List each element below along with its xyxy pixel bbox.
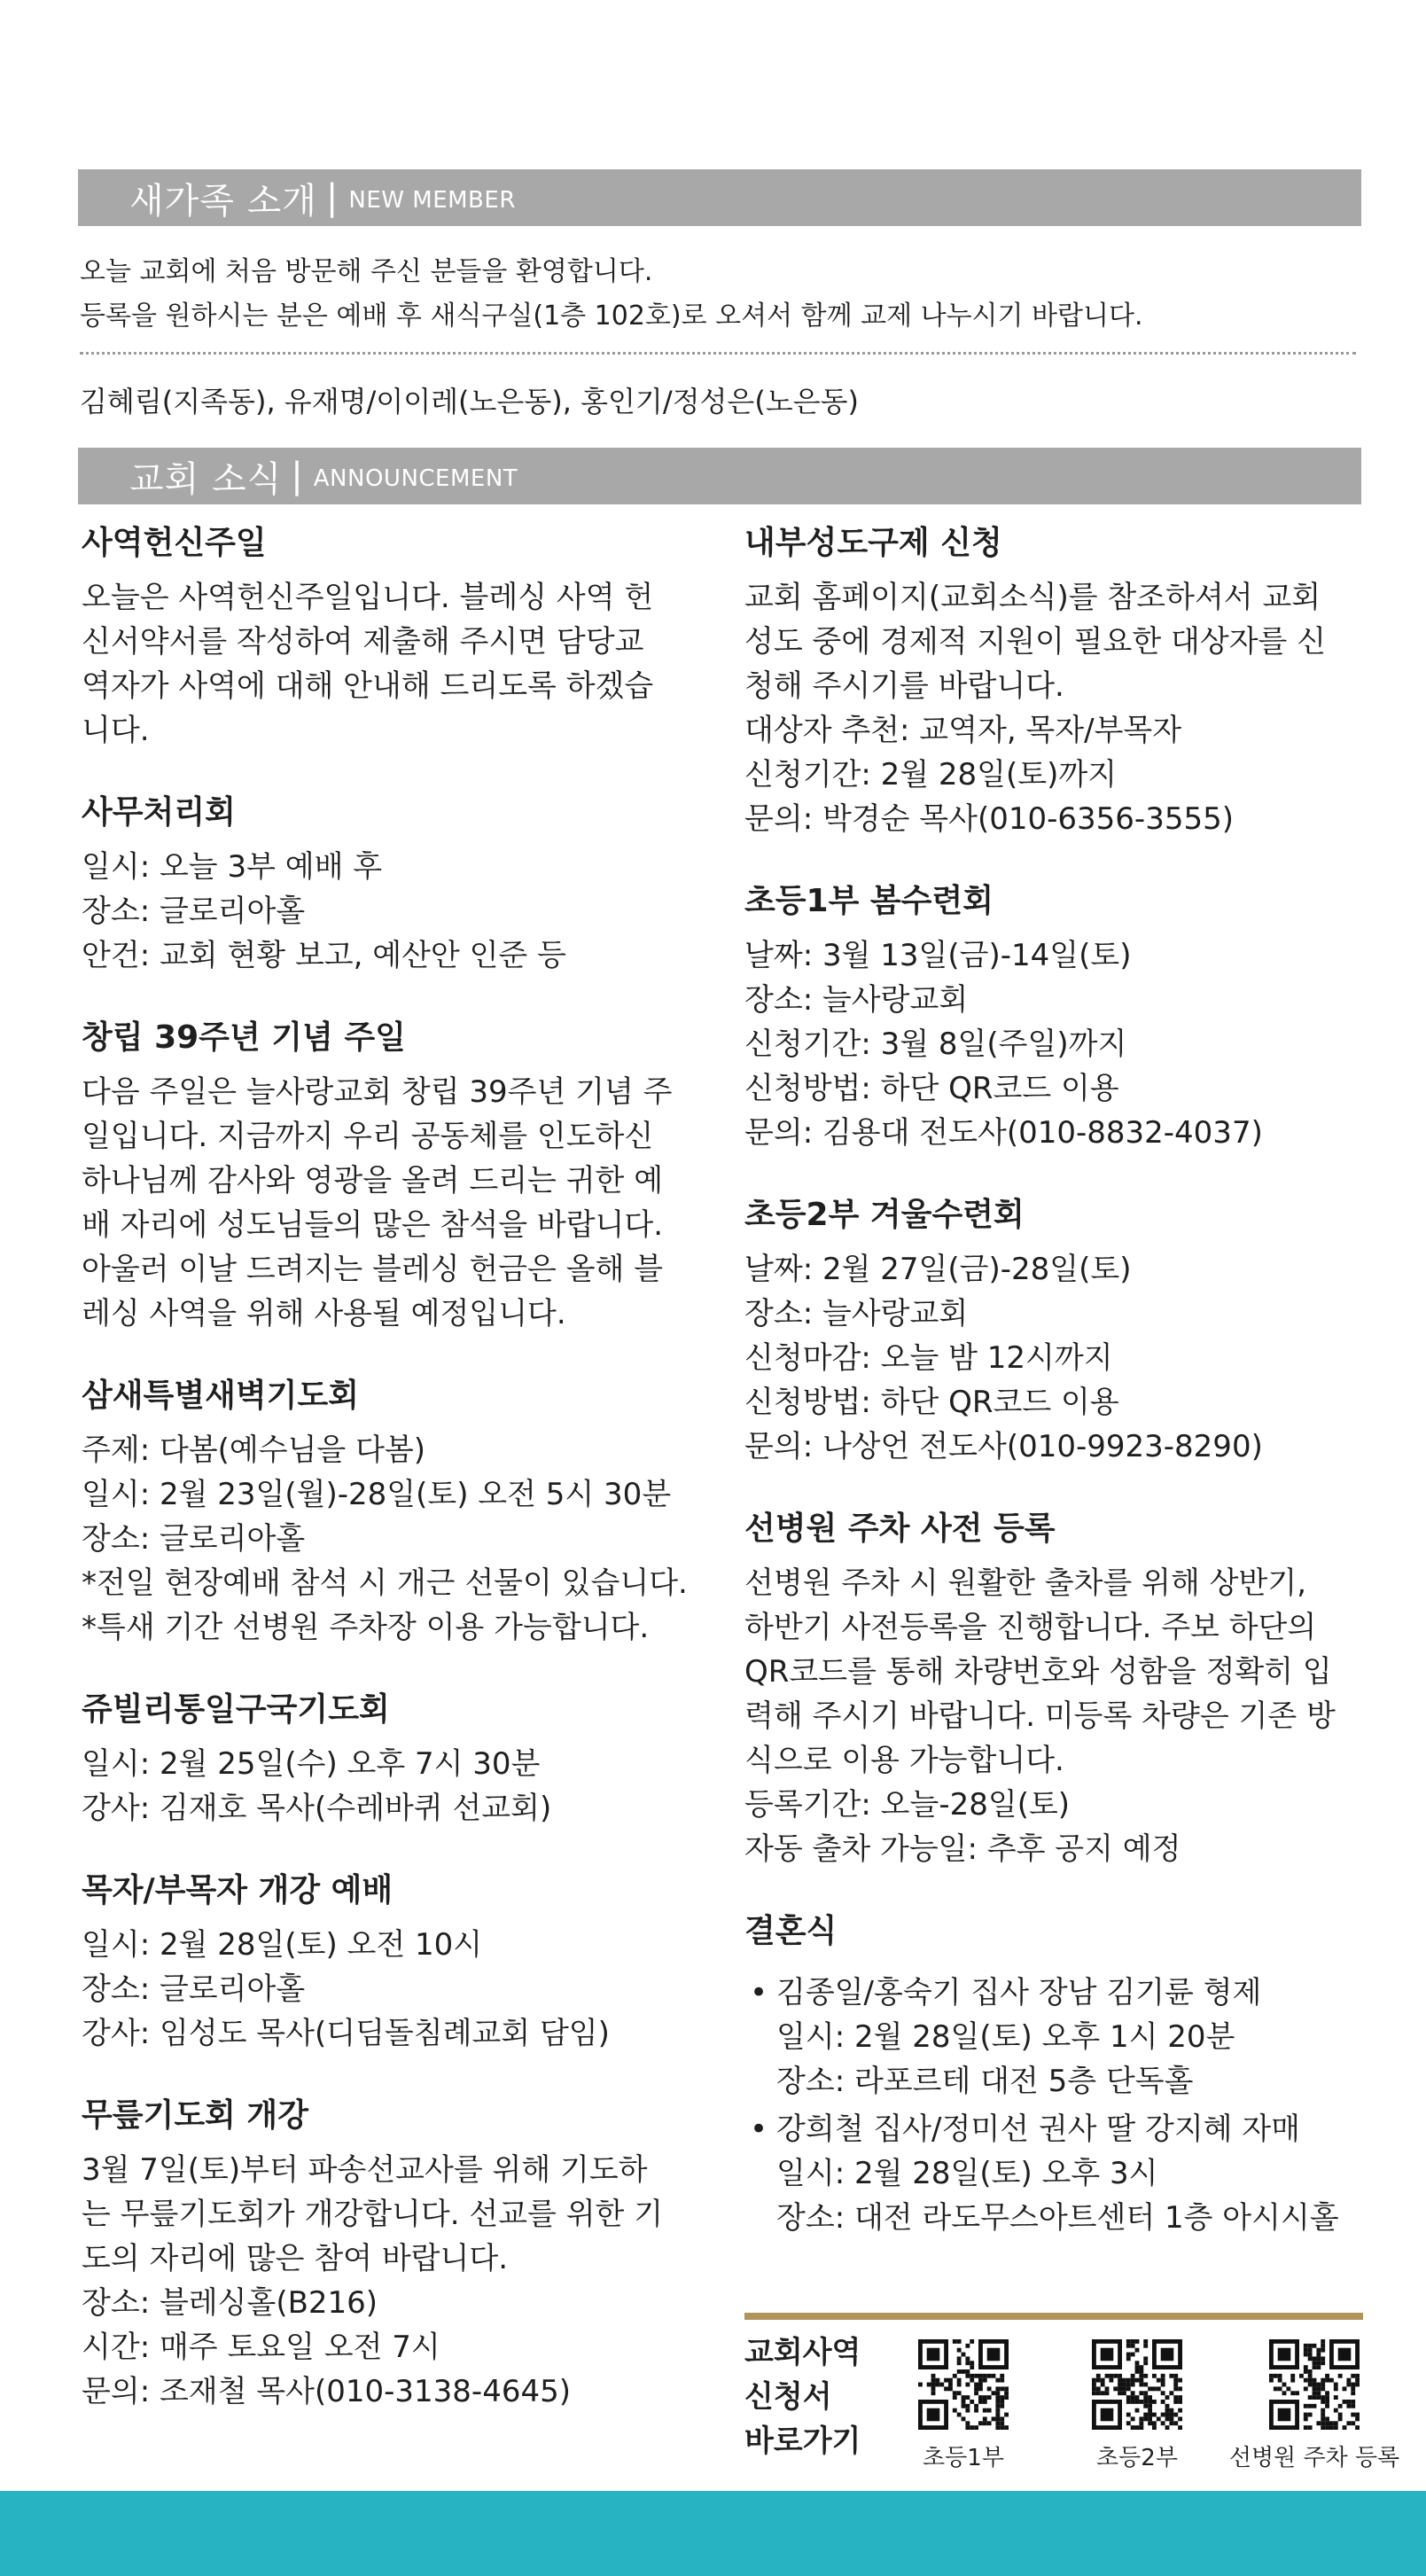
new-member-header	[78, 169, 1361, 226]
notice-line: *특새 기간 선병원 주차장 이용 가능합니다.	[82, 1610, 650, 1645]
title-separator: |	[291, 456, 303, 496]
wedding-time: 일시: 2월 28일(토) 오후 3시	[776, 2156, 1158, 2191]
footer-color-band	[0, 2491, 1426, 2576]
notice-line: 문의: 나상언 전도사(010-9923-8290)	[744, 1429, 1263, 1464]
notice-line: 자동 출차 가능일: 추후 공지 예정	[744, 1831, 1181, 1867]
notice-title: 내부성도구제 신청	[744, 525, 1002, 561]
notice-line: 신청마감: 오늘 밤 12시까지	[744, 1340, 1113, 1376]
notice-knee-prayer	[82, 2091, 702, 2414]
wedding-head	[750, 1971, 1365, 2015]
notice-title: 초등1부 봄수련회	[744, 883, 994, 919]
notice-line: 일시: 오늘 3부 예배 후	[82, 849, 383, 885]
notice-line: 도의 자리에 많은 참여 바랍니다.	[82, 2241, 509, 2276]
section-title-kr: 교회 소식	[129, 458, 283, 500]
notice-unification-prayer	[82, 1685, 702, 1831]
notice-leader-worship	[82, 1866, 702, 2056]
wedding-entry	[750, 1971, 1365, 2104]
bullet: •	[750, 2112, 768, 2147]
notice-line: 하반기 사전등록을 진행합니다. 주보 하단의	[744, 1610, 1317, 1645]
notice-line: 3월 7일(토)부터 파송선교사를 위해 기도하	[82, 2152, 648, 2188]
wedding-place: 장소: 대전 라도무스아트센터 1층 아시시홀	[776, 2200, 1339, 2236]
notice-line: 다음 주일은 늘사랑교회 창립 39주년 기념 주	[82, 1074, 673, 1110]
notice-line: 는 무릎기도회가 개강합니다. 선교를 위한 기	[82, 2197, 664, 2232]
notice-line: 문의: 박경순 목사(010-6356-3555)	[744, 801, 1234, 837]
notice-line: 날짜: 3월 13일(금)-14일(토)	[744, 938, 1132, 973]
notice-line: 력해 주시기 바랍니다. 미등록 차량은 기존 방	[744, 1698, 1336, 1734]
new-member-names: 김혜림(지족동), 유재명/이이레(노은동), 홍인기/정성은(노은동)	[80, 385, 860, 418]
dotted-divider	[80, 352, 1356, 355]
notice-line: 장소: 글로리아홀	[82, 1971, 306, 2007]
bullet: •	[750, 1975, 768, 2010]
qr-code-parking[interactable]	[1269, 2339, 1360, 2430]
qr-caption: 선병원 주차 등록	[1228, 2445, 1400, 2471]
notice-line: 신청방법: 하단 QR코드 이용	[744, 1071, 1119, 1106]
notice-line: 장소: 늘사랑교회	[744, 1296, 969, 1331]
notice-title: 창립 39주년 기념 주일	[82, 1019, 406, 1056]
section-title-en: NEW MEMBER	[348, 187, 516, 214]
notice-line: 배 자리에 성도님들의 많은 참석을 바랍니다.	[82, 1207, 664, 1243]
notice-anniversary	[82, 1013, 702, 1336]
notice-dawn-prayer	[82, 1371, 702, 1650]
notice-line: 장소: 블레싱홀(B216)	[82, 2285, 378, 2321]
wedding-place: 장소: 라포르테 대전 5층 단독홀	[776, 2064, 1194, 2099]
notice-business-meeting	[82, 788, 702, 978]
notice-line: 문의: 김용대 전도사(010-8832-4037)	[744, 1115, 1263, 1151]
notice-title: 선병원 주차 사전 등록	[744, 1510, 1056, 1547]
notice-line: 식으로 이용 가능합니다.	[744, 1743, 1064, 1778]
notice-title: 사역헌신주일	[82, 525, 267, 561]
notice-line: 하나님께 감사와 영광을 올려 드리는 귀한 예	[82, 1163, 664, 1198]
notice-title: 사무처리회	[82, 794, 236, 831]
notice-line: 아울러 이날 드려지는 블레싱 헌금은 올해 블	[82, 1252, 664, 1287]
notice-line: 선병원 주차 시 원활한 출차를 위해 상반기,	[744, 1565, 1306, 1601]
notice-parking-registration	[744, 1504, 1365, 1871]
qr-code-elementary2[interactable]	[1092, 2339, 1182, 2430]
notice-line: 신서약서를 작성하여 제출해 주시면 담당교	[82, 624, 644, 660]
announcement-right-column	[744, 519, 1365, 2275]
notice-title: 쥬빌리통일구국기도회	[82, 1691, 390, 1728]
qr-label-line: 신청서	[744, 2379, 832, 2415]
notice-ministry-dedication	[82, 519, 702, 753]
notice-title: 초등2부 겨울수련회	[744, 1197, 1025, 1233]
qr-section-label	[744, 2330, 861, 2463]
qr-label-line: 바로가기	[744, 2424, 861, 2459]
announcement-header	[78, 448, 1361, 504]
qr-caption: 초등2부	[1096, 2445, 1178, 2471]
intro-line: 등록을 원하시는 분은 예배 후 새식구실(1층 102호)로 오셔서 함께 교제 나누시기 바랍니다.	[80, 301, 1143, 332]
intro-line: 오늘 교회에 처음 방문해 주신 분들을 환영합니다.	[80, 256, 653, 287]
notice-line: 신청기간: 3월 8일(주일)까지	[744, 1026, 1127, 1062]
notice-line: 강사: 임성도 목사(디딤돌침례교회 담임)	[82, 2016, 610, 2051]
notice-elementary1-retreat	[744, 877, 1365, 1155]
notice-relief-application	[744, 519, 1365, 841]
section-title-en: ANNOUNCEMENT	[313, 465, 518, 492]
notice-line: 신청방법: 하단 QR코드 이용	[744, 1385, 1119, 1420]
notice-line: 장소: 글로리아홀	[82, 894, 306, 929]
wedding-time: 일시: 2월 28일(토) 오후 1시 20분	[776, 2019, 1235, 2055]
notice-line: 날짜: 2월 27일(금)-28일(토)	[744, 1252, 1132, 1287]
section-title-kr: 새가족 소개	[129, 180, 317, 222]
notice-line: 레싱 사역을 위해 사용될 예정입니다.	[82, 1296, 566, 1331]
qr-code-elementary1[interactable]	[918, 2339, 1009, 2430]
announcement-left-column	[82, 519, 702, 2449]
notice-line: 성도 중에 경제적 지원이 필요한 대상자를 신	[744, 624, 1327, 660]
notice-line: 오늘은 사역헌신주일입니다. 블레싱 사역 헌	[82, 580, 654, 615]
qr-caption: 초등1부	[923, 2445, 1004, 2471]
notice-body	[82, 575, 702, 753]
notice-title: 목자/부목자 개강 예배	[82, 1872, 394, 1909]
notice-line: 장소: 늘사랑교회	[744, 982, 969, 1018]
notice-line: 일시: 2월 23일(월)-28일(토) 오전 5시 30분	[82, 1477, 672, 1512]
notice-title: 삼새특별새벽기도회	[82, 1378, 359, 1414]
notice-wedding	[744, 1907, 1365, 2240]
notice-title: 결혼식	[744, 1913, 838, 1949]
notice-line: 청해 주시기를 바랍니다.	[744, 668, 1064, 704]
notice-line: 장소: 글로리아홀	[82, 1521, 306, 1557]
wedding-couple: 김종일/홍숙기 집사 장남 김기륜 형제	[776, 1975, 1262, 2010]
notice-line: 강사: 김재호 목사(수레바퀴 선교회)	[82, 1791, 552, 1826]
wedding-entry	[750, 2107, 1365, 2240]
notice-line: 일시: 2월 28일(토) 오전 10시	[82, 1927, 483, 1963]
qr-divider	[744, 2313, 1363, 2320]
notice-line: 신청기간: 2월 28일(토)까지	[744, 757, 1118, 792]
new-member-intro	[80, 250, 1365, 339]
notice-line: 일시: 2월 25일(수) 오후 7시 30분	[82, 1746, 541, 1782]
notice-line: 안건: 교회 현황 보고, 예산안 인준 등	[82, 938, 566, 973]
notice-line: 일입니다. 지금까지 우리 공동체를 인도하신	[82, 1119, 654, 1154]
wedding-head	[750, 2107, 1365, 2151]
wedding-couple: 강희철 집사/정미선 권사 딸 강지혜 자매	[776, 2112, 1300, 2147]
notice-line: *전일 현장예배 참석 시 개근 선물이 있습니다.	[82, 1565, 688, 1601]
qr-label-line: 교회사역	[744, 2335, 861, 2370]
notice-line: 역자가 사역에 대해 안내해 드리도록 하겠습	[82, 668, 654, 704]
notice-line: QR코드를 통해 차량번호와 성함을 정확히 입	[744, 1654, 1332, 1690]
notice-line: 대상자 추천: 교역자, 목자/부목자	[744, 713, 1182, 748]
notice-line: 시간: 매주 토요일 오전 7시	[82, 2330, 440, 2365]
notice-line: 니다.	[82, 713, 150, 748]
notice-line: 문의: 조재철 목사(010-3138-4645)	[82, 2374, 571, 2409]
notice-line: 교회 홈페이지(교회소식)를 참조하셔서 교회	[744, 580, 1321, 615]
notice-title: 무릎기도회 개강	[82, 2097, 308, 2134]
notice-line: 등록기간: 오늘-28일(토)	[744, 1787, 1071, 1823]
title-separator: |	[325, 177, 339, 218]
notice-elementary2-retreat	[744, 1190, 1365, 1469]
notice-line: 주제: 다봄(예수님을 다봄)	[82, 1432, 426, 1468]
